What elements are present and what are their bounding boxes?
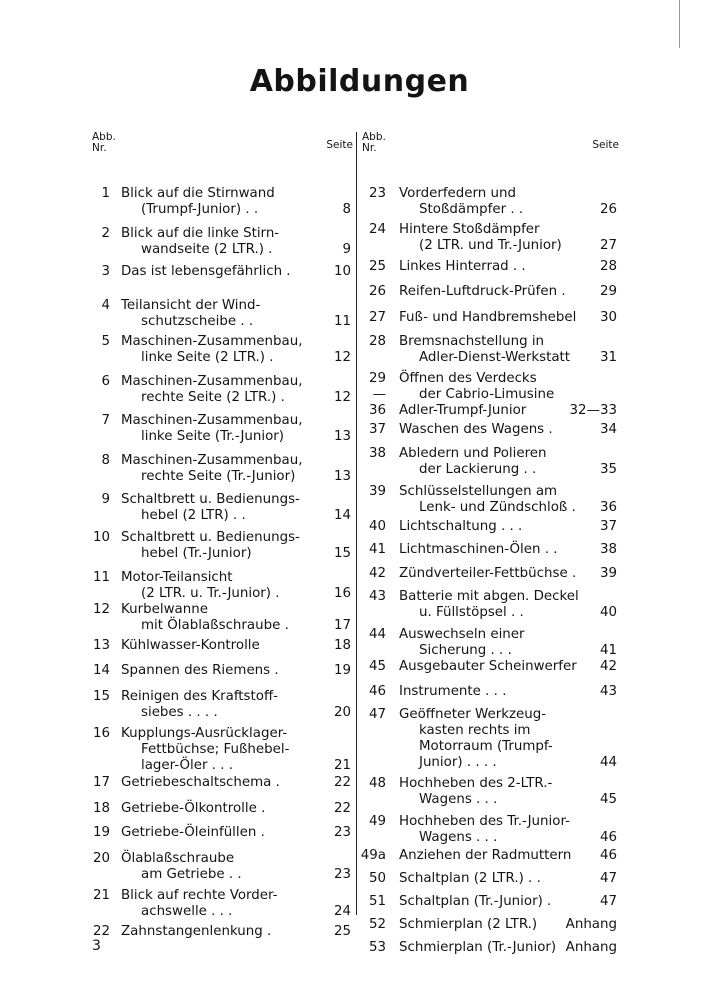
entry-title bbox=[121, 851, 306, 883]
index-entry bbox=[360, 848, 620, 864]
header-abb: Abb. bbox=[92, 131, 116, 143]
entry-title-line: Maschinen-Zusammenbau, bbox=[121, 453, 303, 468]
entry-title bbox=[399, 519, 568, 535]
column-header bbox=[360, 132, 620, 158]
entry-page: 44 bbox=[599, 755, 617, 770]
entry-page: 47 bbox=[599, 894, 617, 909]
entry-number: 2 bbox=[101, 226, 110, 241]
entry-title-line: der Cabrio-Limusine bbox=[419, 387, 555, 402]
entry-title bbox=[399, 627, 568, 659]
entry-title-line: linke Seite (2 LTR.) . bbox=[141, 350, 274, 365]
index-entry bbox=[90, 663, 354, 679]
entry-page: 31 bbox=[599, 350, 617, 365]
entry-number: 25 bbox=[368, 259, 386, 274]
header-nr: Nr. bbox=[362, 142, 377, 154]
entry-title-line: Wagens . . . bbox=[419, 792, 498, 807]
entry-title-line: rechte Seite (2 LTR.) . bbox=[141, 390, 285, 405]
entry-title bbox=[121, 602, 306, 634]
entry-number: 13 bbox=[92, 638, 110, 653]
entry-title-line: hebel (2 LTR) . . bbox=[141, 508, 246, 523]
entry-title-line: Lichtschaltung . . . bbox=[399, 519, 523, 534]
index-entry bbox=[90, 726, 354, 774]
column-divider bbox=[356, 132, 357, 915]
entry-title bbox=[399, 422, 568, 438]
entry-title bbox=[399, 284, 568, 300]
index-entry bbox=[90, 492, 354, 524]
entry-number: 4 bbox=[101, 298, 110, 313]
entry-number: 45 bbox=[368, 659, 386, 674]
entry-title bbox=[121, 888, 306, 920]
entry-number: 51 bbox=[368, 894, 386, 909]
entry-title-line: Schlüsselstellungen am bbox=[399, 484, 558, 499]
entry-number: 41 bbox=[368, 542, 386, 557]
entry-page: 23 bbox=[333, 867, 351, 882]
entry-number: 10 bbox=[92, 530, 110, 545]
entry-number: 26 bbox=[368, 284, 386, 299]
entry-number: 17 bbox=[92, 775, 110, 790]
entry-page: 27 bbox=[599, 238, 617, 253]
header-abb-nr bbox=[362, 132, 386, 154]
index-entry bbox=[90, 453, 354, 485]
entry-title-line: Blick auf rechte Vorder- bbox=[121, 888, 278, 903]
entry-number: 3 bbox=[101, 264, 110, 279]
entry-title bbox=[399, 259, 568, 275]
entry-number: 14 bbox=[92, 663, 110, 678]
entry-number: 53 bbox=[368, 940, 386, 955]
entry-title bbox=[399, 222, 568, 254]
entry-number: 7 bbox=[101, 413, 110, 428]
index-entry bbox=[90, 924, 354, 940]
index-entry bbox=[360, 310, 620, 326]
header-seite: Seite bbox=[326, 139, 353, 151]
entry-title-line: am Getriebe . . bbox=[141, 867, 242, 882]
index-entry bbox=[360, 917, 620, 933]
entry-number: 20 bbox=[92, 851, 110, 866]
entry-title-line: Hochheben des 2-LTR.- bbox=[399, 776, 553, 791]
entry-title-line: Zahnstangenlenkung . bbox=[121, 924, 272, 939]
index-entry bbox=[360, 222, 620, 254]
entry-page: 21 bbox=[333, 758, 351, 773]
entry-number: 49a bbox=[360, 848, 386, 863]
index-entry bbox=[360, 684, 620, 700]
entry-page: 12 bbox=[333, 390, 351, 405]
entry-page: 28 bbox=[599, 259, 617, 274]
entry-title bbox=[399, 659, 577, 675]
entry-title-line: der Lackierung . . bbox=[419, 462, 537, 477]
entry-title-line: Vorderfedern und bbox=[399, 186, 517, 201]
entry-title bbox=[399, 707, 568, 771]
entry-title bbox=[121, 530, 306, 562]
entry-page: 40 bbox=[599, 605, 617, 620]
index-entry bbox=[360, 940, 620, 956]
entry-title bbox=[399, 940, 568, 956]
header-seite: Seite bbox=[592, 139, 619, 151]
entry-number: 43 bbox=[368, 589, 386, 604]
entry-title bbox=[399, 186, 568, 218]
entry-title-line: schutzscheibe . . bbox=[141, 314, 254, 329]
entry-title-line: Waschen des Wagens . bbox=[399, 422, 553, 437]
entry-title-line: Kühlwasser-Kontrolle bbox=[121, 638, 260, 653]
entry-title-line: Schaltplan (2 LTR.) . . bbox=[399, 871, 541, 886]
entry-title-line: Hintere Stoßdämpfer bbox=[399, 222, 540, 237]
entry-title-line: Hochheben des Tr.-Junior- bbox=[399, 814, 570, 829]
index-entry bbox=[360, 484, 620, 516]
entry-title-line: Geöffneter Werkzeug- bbox=[399, 707, 547, 722]
index-entry bbox=[90, 334, 354, 366]
entry-title-line: wandseite (2 LTR.) . bbox=[141, 242, 273, 257]
entry-title-line: (2 LTR. und Tr.-Junior) bbox=[419, 238, 562, 253]
entry-number: 29—36 bbox=[368, 371, 386, 418]
entry-number: 28 bbox=[368, 334, 386, 349]
entry-number: 49 bbox=[368, 814, 386, 829]
entry-number: 52 bbox=[368, 917, 386, 932]
entry-title-line: Kupplungs-Ausrücklager- bbox=[121, 726, 288, 741]
index-entry bbox=[90, 226, 354, 258]
entry-number: 9 bbox=[101, 492, 110, 507]
entry-title-line: Kurbelwanne bbox=[121, 602, 208, 617]
entry-page: 15 bbox=[333, 546, 351, 561]
index-entry bbox=[90, 186, 354, 218]
entry-number: 11 bbox=[92, 570, 110, 585]
entry-number: 18 bbox=[92, 801, 110, 816]
index-entry bbox=[360, 659, 620, 675]
index-entry bbox=[360, 422, 620, 438]
index-entry bbox=[360, 542, 620, 558]
entry-page: 39 bbox=[599, 566, 617, 581]
entry-title-line: Reifen-Luftdruck-Prüfen . bbox=[399, 284, 566, 299]
entry-title-line: Ausgebauter Scheinwerfer bbox=[399, 659, 577, 674]
entry-number: 27 bbox=[368, 310, 386, 325]
entry-title-line: Lenk- und Zündschloß . bbox=[419, 500, 576, 515]
index-entry bbox=[360, 894, 620, 910]
entry-title bbox=[121, 298, 306, 330]
entry-title-line: u. Füllstöpsel . . bbox=[419, 605, 524, 620]
entry-title-line: rechte Seite (Tr.-Junior) bbox=[141, 469, 296, 484]
entry-title bbox=[121, 570, 306, 602]
column-header bbox=[90, 132, 354, 158]
entry-title bbox=[399, 917, 568, 933]
header-abb: Abb. bbox=[362, 131, 386, 143]
entry-title bbox=[121, 825, 306, 841]
entry-number: 37 bbox=[368, 422, 386, 437]
entry-title-line: Anziehen der Radmuttern bbox=[399, 848, 572, 863]
entry-title bbox=[399, 542, 568, 558]
entry-title bbox=[399, 871, 568, 887]
index-entry bbox=[360, 814, 620, 846]
entry-page: 46 bbox=[599, 848, 617, 863]
entry-title bbox=[399, 848, 572, 864]
entry-title-line: Adler-Trumpf-Junior bbox=[399, 403, 527, 418]
index-entry bbox=[360, 371, 620, 419]
entry-title bbox=[121, 226, 306, 258]
entry-title-line: achswelle . . . bbox=[141, 904, 233, 919]
entry-title bbox=[121, 689, 306, 721]
index-entry bbox=[90, 602, 354, 634]
index-entry bbox=[90, 689, 354, 721]
entry-title-line: Zündverteiler-Fettbüchse . bbox=[399, 566, 577, 581]
index-entry bbox=[360, 589, 620, 621]
entry-title-line: Schmierplan (Tr.-Junior) bbox=[399, 940, 557, 955]
index-entry bbox=[90, 775, 354, 791]
entry-title-line: Teilansicht der Wind- bbox=[121, 298, 261, 313]
entry-title-line: Linkes Hinterrad . . bbox=[399, 259, 526, 274]
index-entry bbox=[90, 413, 354, 445]
index-entry bbox=[90, 801, 354, 817]
entry-page: 8 bbox=[342, 202, 351, 217]
entry-number: 48 bbox=[368, 776, 386, 791]
entry-page: 37 bbox=[599, 519, 617, 534]
entry-title bbox=[399, 484, 576, 516]
entry-title-line: Schaltbrett u. Bedienungs- bbox=[121, 492, 300, 507]
entry-title-line: linke Seite (Tr.-Junior) bbox=[141, 429, 285, 444]
entry-number: 24 bbox=[368, 222, 386, 237]
entry-number: 12 bbox=[92, 602, 110, 617]
entry-title-line: Schaltbrett u. Bedienungs- bbox=[121, 530, 300, 545]
entry-title bbox=[121, 775, 306, 791]
corner-mark bbox=[679, 0, 680, 48]
index-entry bbox=[360, 334, 620, 366]
entry-page: 25 bbox=[333, 924, 351, 939]
entry-title-line: Schaltplan (Tr.-Junior) . bbox=[399, 894, 552, 909]
entry-title bbox=[399, 894, 568, 910]
entry-title-line: Junior) . . . . bbox=[419, 755, 497, 770]
entry-page: 38 bbox=[599, 542, 617, 557]
entry-title-line: Getriebe-Ölkontrolle . bbox=[121, 801, 266, 816]
entry-number: 19 bbox=[92, 825, 110, 840]
entry-number: 22 bbox=[92, 924, 110, 939]
entry-title-line: Stoßdämpfer . . bbox=[419, 202, 524, 217]
entry-page: 13 bbox=[333, 469, 351, 484]
entry-title bbox=[121, 638, 306, 654]
entry-title bbox=[121, 924, 306, 940]
index-entry bbox=[90, 888, 354, 920]
entry-title-line: Fuß- und Handbremshebel bbox=[399, 310, 577, 325]
index-entry bbox=[360, 284, 620, 300]
entry-number: 15 bbox=[92, 689, 110, 704]
entry-number: 16 bbox=[92, 726, 110, 741]
entry-page: 22 bbox=[333, 801, 351, 816]
entry-page: 35 bbox=[599, 462, 617, 477]
entry-number: 23 bbox=[368, 186, 386, 201]
entry-title-line: Blick auf die linke Stirn- bbox=[121, 226, 280, 241]
entry-number: 6 bbox=[101, 374, 110, 389]
entry-title-line: Ölablaßschraube bbox=[121, 851, 235, 866]
index-entry bbox=[360, 186, 620, 218]
entry-title-line: (Trumpf-Junior) . . bbox=[141, 202, 259, 217]
entry-title bbox=[121, 186, 306, 218]
entry-page: 20 bbox=[333, 705, 351, 720]
entry-page: 18 bbox=[333, 638, 351, 653]
entry-number: 5 bbox=[101, 334, 110, 349]
index-entry bbox=[360, 627, 620, 659]
index-entry bbox=[360, 446, 620, 478]
entry-page: 16 bbox=[333, 586, 351, 601]
entry-page: 24 bbox=[333, 904, 351, 919]
entry-title-line: Bremsnachstellung in bbox=[399, 334, 545, 349]
index-entry bbox=[360, 776, 620, 808]
entry-page: 13 bbox=[333, 429, 351, 444]
index-entry bbox=[90, 298, 354, 330]
entry-number: 50 bbox=[368, 871, 386, 886]
index-column-left bbox=[90, 131, 354, 939]
entry-page: 23 bbox=[333, 825, 351, 840]
entry-title bbox=[399, 566, 577, 582]
entry-title bbox=[399, 776, 568, 808]
entry-title bbox=[121, 413, 306, 445]
entry-title-line: Lichtmaschinen-Ölen . . bbox=[399, 542, 558, 557]
entry-title-line: Öffnen des Verdecks bbox=[399, 371, 537, 386]
entry-title bbox=[399, 684, 568, 700]
entry-title-line: siebes . . . . bbox=[141, 705, 218, 720]
entry-page: 22 bbox=[333, 775, 351, 790]
entry-page: 14 bbox=[333, 508, 351, 523]
entry-title-line: Spannen des Riemens . bbox=[121, 663, 279, 678]
entry-title-line: Schmierplan (2 LTR.) bbox=[399, 917, 538, 932]
entry-page: 47 bbox=[599, 871, 617, 886]
page-number: 3 bbox=[92, 938, 101, 954]
entry-title bbox=[121, 726, 306, 774]
index-column-right bbox=[360, 131, 620, 955]
entry-page: 11 bbox=[333, 314, 351, 329]
entry-title-line: Blick auf die Stirnwand bbox=[121, 186, 275, 201]
entry-number: 42 bbox=[368, 566, 386, 581]
entry-title bbox=[399, 334, 571, 366]
entry-title-line: Wagens . . . bbox=[419, 830, 498, 845]
entry-title-line: Reinigen des Kraftstoff- bbox=[121, 689, 279, 704]
entry-title bbox=[399, 814, 568, 846]
entry-page: 46 bbox=[599, 830, 617, 845]
entry-number: 44 bbox=[368, 627, 386, 642]
entry-number: 40 bbox=[368, 519, 386, 534]
entry-title-line: (2 LTR. u. Tr.-Junior) . bbox=[141, 586, 280, 601]
entry-title-line: Abledern und Polieren bbox=[399, 446, 547, 461]
entry-number: 38 bbox=[368, 446, 386, 461]
entry-number: 21 bbox=[92, 888, 110, 903]
entry-title-line: Motor-Teilansicht bbox=[121, 570, 233, 585]
entry-title-line: kasten rechts im bbox=[419, 723, 531, 738]
entry-title bbox=[121, 453, 306, 485]
index-entry bbox=[360, 707, 620, 771]
entry-title-line: Maschinen-Zusammenbau, bbox=[121, 334, 303, 349]
entry-title bbox=[121, 663, 306, 679]
index-entry bbox=[90, 825, 354, 841]
entry-page: 36 bbox=[599, 500, 617, 515]
entry-page: 19 bbox=[333, 663, 351, 678]
entry-page: 43 bbox=[599, 684, 617, 699]
entry-title-line: Getriebe-Öleinfüllen . bbox=[121, 825, 265, 840]
entry-title bbox=[121, 801, 306, 817]
entry-title bbox=[399, 310, 577, 326]
header-abb-nr bbox=[92, 132, 116, 154]
entry-title-line: Das ist lebensgefährlich . bbox=[121, 264, 291, 279]
index-entry bbox=[360, 566, 620, 582]
entry-page: 10 bbox=[333, 264, 351, 279]
entry-page: 29 bbox=[599, 284, 617, 299]
entry-title-line: Maschinen-Zusammenbau, bbox=[121, 413, 303, 428]
entry-title-line: Batterie mit abgen. Deckel bbox=[399, 589, 579, 604]
entry-page: 32—33 bbox=[569, 403, 617, 418]
entry-number: 8 bbox=[101, 453, 110, 468]
entry-page: 30 bbox=[599, 310, 617, 325]
header-nr: Nr. bbox=[92, 142, 107, 154]
entry-title-line: Adler-Dienst-Werkstatt bbox=[419, 350, 571, 365]
index-entry bbox=[90, 264, 354, 280]
entry-page: 42 bbox=[599, 659, 617, 674]
entry-title-line: Instrumente . . . bbox=[399, 684, 507, 699]
entry-page: Anhang bbox=[565, 917, 617, 932]
entry-number: 47 bbox=[368, 707, 386, 722]
index-entry bbox=[90, 638, 354, 654]
entry-title-line: Sicherung . . . bbox=[419, 643, 512, 658]
index-entry bbox=[360, 519, 620, 535]
index-entry bbox=[90, 851, 354, 883]
entry-title-line: hebel (Tr.-Junior) bbox=[141, 546, 252, 561]
entry-title-line: Fettbüchse; Fußhebel- bbox=[141, 742, 290, 757]
entry-title bbox=[121, 334, 306, 366]
index-entry bbox=[360, 259, 620, 275]
entry-title-line: Getriebeschaltschema . bbox=[121, 775, 280, 790]
entry-title bbox=[121, 374, 306, 406]
entry-number: 1 bbox=[101, 186, 110, 201]
entry-title bbox=[399, 371, 568, 419]
entry-number: 39 bbox=[368, 484, 386, 499]
entry-title bbox=[121, 492, 306, 524]
entry-page: Anhang bbox=[565, 940, 617, 955]
entry-page: 34 bbox=[599, 422, 617, 437]
entry-title-line: Maschinen-Zusammenbau, bbox=[121, 374, 303, 389]
entry-title bbox=[399, 589, 579, 621]
entry-number: 46 bbox=[368, 684, 386, 699]
entry-title bbox=[399, 446, 568, 478]
entry-page: 9 bbox=[342, 242, 351, 257]
index-entry bbox=[90, 570, 354, 602]
entry-page: 12 bbox=[333, 350, 351, 365]
index-entry bbox=[90, 530, 354, 562]
entry-page: 41 bbox=[599, 643, 617, 658]
entry-title-line: lager-Öler . . . bbox=[141, 758, 234, 773]
entry-title bbox=[121, 264, 306, 280]
entry-page: 26 bbox=[599, 202, 617, 217]
entry-title-line: Auswechseln einer bbox=[399, 627, 525, 642]
page-title: Abbildungen bbox=[249, 64, 470, 99]
entry-title-line: mit Ölablaßschraube . bbox=[141, 618, 289, 633]
entry-page: 17 bbox=[333, 618, 351, 633]
index-entry bbox=[360, 871, 620, 887]
index-entry bbox=[90, 374, 354, 406]
entry-page: 45 bbox=[599, 792, 617, 807]
entry-title-line: Motorraum (Trumpf- bbox=[419, 739, 553, 754]
